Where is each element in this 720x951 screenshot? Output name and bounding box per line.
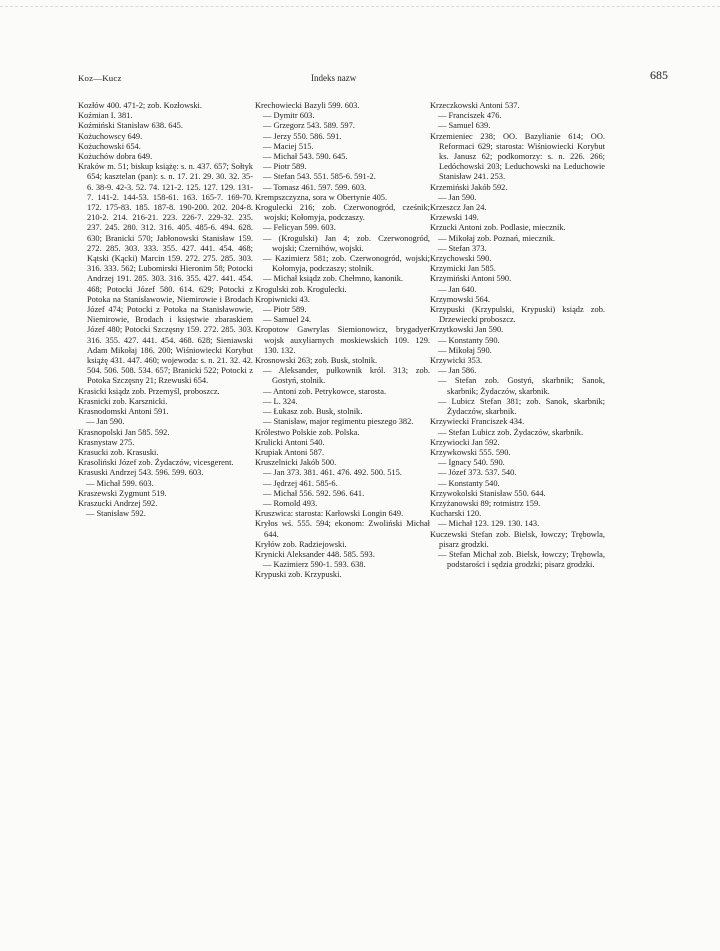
index-entry	[430, 132, 605, 183]
index-subentry	[255, 142, 430, 152]
index-entry-text: — Tomasz 461. 597. 599. 603.	[263, 182, 367, 192]
index-entry	[430, 417, 605, 427]
index-entry-text: Kozłów 400. 471-2; zob. Kozłowski.	[78, 101, 202, 110]
index-subentry	[430, 121, 605, 131]
index-entry-text: Kraków m. 51; biskup książę: s. n. 437. 657; Sołtyk 654; kasztelan (pan): s. n. 17. 21. 29. 30. 32. 35-6. 38-9. 42-3. 52. 74. 121-2. 125. 127. 129. 131-7. 141-2. 144-53. 158-61. 163. 165-7. 169-70. 172. 175-83. 185. 187-8. 190-200. 202. 204-8. 210-2. 214. 216-21. 223. 226-7. 229-32. 235. 237. 245. 280. 312. 316. 405. 485-6. 494. 628. 630; Branicki 570; Jabłonowski Stanisław 159. 272. 285. 303. 333. 355. 427. 441. 454. 468; Kątski (Kącki) Marcin 159. 272. 275. 285. 303. 316. 333. 562; Lubomirski Hieronim 58; Potocki Andrzej 191. 285. 303. 316. 355. 427. 441. 454. 468; Potocki Józef 580. 614. 629; Potocki z Potoka na Stanisławowie, Niemirowie i Brodach Józef 474; Potocki z Potoka na Stanisławowie, Niemirowie, Brodach i księstwie zbaraskiem Józef 480; Potocki Szczęsny 159. 272. 285. 303. 316. 355. 427. 441. 454. 468. 628; Sieniawski Adam Mikołaj 186. 200; Wiśniowiecki Korybut książę 431. 447. 460; wojewoda: s. n. 21. 32. 42. 504. 506. 508. 534. 657; Branicki 522; Potocki z Potoka Szczęsny 21; Rzewuski 654.	[78, 162, 253, 386]
index-entry-text: — Felicyan 599. 603.	[263, 223, 336, 233]
index-subentry	[430, 193, 605, 203]
index-subentry	[255, 274, 430, 284]
index-entry-text: — Franciszek 476.	[438, 111, 502, 121]
index-entry-text: Krempszczyzna, sora w Obertynie 405.	[255, 192, 388, 202]
index-entry	[255, 448, 430, 458]
index-entry-text: Kruszelnicki Jakób 500.	[255, 458, 337, 468]
index-entry-text: — Michał 123. 129. 130. 143.	[438, 519, 540, 529]
index-entry-text: Krasnicki zob. Karsznicki.	[78, 396, 168, 406]
index-subentry	[430, 397, 605, 417]
index-entry-text: — Kazimierz 581; zob. Czerwonogród, wojski; Kołomyja, podczaszy; stolnik.	[263, 254, 430, 274]
index-subentry	[255, 489, 430, 499]
index-entry-text: — Michał 599. 603.	[86, 478, 154, 488]
index-entry	[430, 295, 605, 305]
index-subentry	[78, 509, 253, 519]
index-subentry	[430, 550, 605, 570]
index-entry-text: — Michał 543. 590. 645.	[263, 152, 348, 162]
index-subentry	[430, 285, 605, 295]
index-entry	[78, 428, 253, 438]
index-entry-text: Kropiwnicki 43.	[255, 294, 310, 304]
index-entry	[78, 142, 253, 152]
index-entry-text: — Jan 590.	[438, 192, 477, 202]
index-entry-text: Kruszwica: starosta: Karłowski Longin 649.	[255, 509, 404, 519]
index-subentry	[255, 234, 430, 254]
index-subentry	[430, 336, 605, 346]
index-entry-text: Krzywokolski Stanisław 550. 644.	[430, 488, 546, 498]
index-entry-text: Kożuchowski 654.	[78, 141, 141, 151]
index-entry-text: — Łukasz zob. Busk, stolnik.	[263, 407, 363, 417]
index-entry-text: Krzywicki 353.	[430, 356, 483, 366]
index-entry-text: Krasnodomski Antoni 591.	[78, 407, 169, 417]
index-entry-text: — Jędrzej 461. 585-6.	[263, 478, 338, 488]
index-subentry	[255, 499, 430, 509]
index-subentry	[255, 397, 430, 407]
index-subentry	[430, 458, 605, 468]
index-entry-text: — Jerzy 550. 586. 591.	[263, 131, 342, 141]
index-subentry	[255, 479, 430, 489]
index-entry-text: — Stefan 373.	[438, 243, 487, 253]
index-entry-text: — Jan 590.	[86, 417, 125, 427]
index-subentry	[255, 172, 430, 182]
index-subentry	[430, 346, 605, 356]
index-entry-text: Krzeczkowski Antoni 537.	[430, 101, 520, 110]
index-entry-text: Krosnowski 263; zob. Busk, stolnik.	[255, 356, 378, 366]
index-entry	[430, 254, 605, 264]
index-entry	[78, 101, 253, 111]
index-entry-text: — Dymitr 603.	[263, 111, 315, 121]
index-subentry	[430, 234, 605, 244]
index-entry-text: Kryłos wś. 555. 594; ekonom: Zwoliński Michał 644.	[255, 519, 430, 539]
index-entry	[78, 132, 253, 142]
index-entry	[430, 530, 605, 550]
index-entry-text: — Aleksander, pułkownik król. 313; zob. Gostyń, stolnik.	[263, 366, 430, 386]
index-entry-text: Krzytkowski Jan 590.	[430, 325, 504, 335]
index-entry-text: — Michał 556. 592. 596. 641.	[263, 488, 365, 498]
index-subentry	[255, 366, 430, 386]
index-entry	[430, 183, 605, 193]
index-entry-text: — Piotr 589.	[263, 305, 307, 315]
index-entry-text: Krzewski 149.	[430, 213, 479, 223]
index-entry	[255, 203, 430, 223]
index-column-1	[78, 101, 253, 519]
index-subentry	[78, 417, 253, 427]
index-entry-text: Kuczewski Stefan zob. Bielsk, łowczy; Trębowla, pisarz grodzki.	[430, 529, 605, 549]
index-entry-text: Krasucki zob. Krasuski.	[78, 447, 159, 457]
index-entry	[255, 325, 430, 356]
index-entry-text: Krzemieniec 238; OO. Bazylianie 614; OO. Reformaci 629; starosta: Wiśniowiecki Korybut ks. Janusz 62; podkomorzy: s. n. 226. 266; Ledóchowski 203; Leduchowski na Leduchowie Stanisław 241. 253.	[430, 131, 605, 182]
index-subentry	[255, 111, 430, 121]
index-entry	[430, 213, 605, 223]
index-subentry	[255, 132, 430, 142]
index-subentry	[430, 244, 605, 254]
index-entry-text: — Ignacy 540. 590.	[438, 458, 505, 468]
index-entry-text: Kraszewski Zygmunt 519.	[78, 488, 167, 498]
index-entry-text: Kropotow Gawrylas Siemionowicz, brygadyer wojsk auxyliarnych moskiewskich 109. 129. 130. 132.	[255, 325, 430, 355]
index-entry-text: Krynicki Aleksander 448. 585. 593.	[255, 549, 375, 559]
index-entry	[255, 570, 430, 580]
index-entry-text: Krzymowski 564.	[430, 294, 491, 304]
index-entry-text: — Stefan Michał zob. Bielsk, łowczy; Trębowla, podstarości i sędzia grodzki; pisarz grodzki.	[438, 549, 605, 570]
running-head-title: Indeks nazw	[311, 73, 357, 83]
index-entry-text: Krogulski zob. Krogulecki.	[255, 284, 347, 294]
index-entry-text: Krzymiński Antoni 590.	[430, 274, 512, 284]
index-entry-text: Krasnystaw 275.	[78, 437, 135, 447]
index-subentry	[255, 121, 430, 131]
index-entry	[255, 438, 430, 448]
index-subentry	[255, 468, 430, 478]
index-entry	[78, 499, 253, 509]
index-entry	[78, 387, 253, 397]
index-entry	[255, 509, 430, 519]
index-subentry	[255, 152, 430, 162]
index-entry	[430, 203, 605, 213]
index-entry	[430, 448, 605, 458]
index-entry-text: Kryłów zob. Radziejowski.	[255, 539, 347, 549]
index-entry-text: Krzywiocki Jan 592.	[430, 437, 500, 447]
index-subentry	[255, 417, 430, 427]
index-entry-text: — Kazimierz 590-1. 593. 638.	[263, 560, 366, 570]
index-entry	[430, 305, 605, 325]
index-entry	[255, 193, 430, 203]
index-entry-text: Krechowiecki Bazyli 599. 603.	[255, 101, 360, 110]
index-entry	[78, 489, 253, 499]
index-entry	[430, 499, 605, 509]
index-subentry	[255, 315, 430, 325]
index-entry-text: — Stanisław, major regimentu pieszego 382.	[263, 417, 414, 427]
index-entry	[78, 448, 253, 458]
index-entry-text: — (Krogulski) Jan 4; zob. Czerwonogród, wojski; Czernihów, wojski.	[263, 233, 430, 253]
index-entry-text: — Mikołaj 590.	[438, 345, 492, 355]
index-entry	[430, 489, 605, 499]
index-entry	[430, 325, 605, 335]
index-entry-text: Krzucki Antoni zob. Podlasie, miecznik.	[430, 223, 566, 233]
index-entry	[255, 295, 430, 305]
index-entry-text: Krzychowski 590.	[430, 254, 492, 264]
index-entry	[255, 458, 430, 468]
index-entry	[430, 356, 605, 366]
index-subentry	[255, 223, 430, 233]
index-entry	[78, 438, 253, 448]
index-entry-text: Krasicki ksiądz zob. Przemyśl, proboszcz.	[78, 386, 220, 396]
index-subentry	[255, 387, 430, 397]
index-entry-text: — Jan 640.	[438, 284, 477, 294]
index-entry-text: Krasoliński Józef zob. Żydaczów, vicesgerent.	[78, 458, 234, 468]
index-entry	[255, 540, 430, 550]
index-entry-text: Krzyżanowski 89; rotmistrz 159.	[430, 498, 541, 508]
index-entry	[78, 397, 253, 407]
index-subentry	[255, 162, 430, 172]
index-entry-text: Krasuski Andrzej 543. 596. 599. 603.	[78, 468, 204, 478]
index-subentry	[78, 479, 253, 489]
index-entry-text: Krupiak Antoni 587.	[255, 447, 325, 457]
index-entry-text: — Piotr 589.	[263, 162, 307, 172]
index-entry	[78, 468, 253, 478]
index-entry	[255, 101, 430, 111]
index-entry	[430, 438, 605, 448]
index-subentry	[430, 376, 605, 396]
index-entry-text: Kożuchowscy 649.	[78, 131, 143, 141]
index-entry	[78, 111, 253, 121]
index-entry-text: — Konstanty 540.	[438, 478, 500, 488]
index-entry	[430, 223, 605, 233]
index-subentry	[255, 183, 430, 193]
index-entry	[78, 152, 253, 162]
index-entry-text: Krasnopolski Jan 585. 592.	[78, 427, 170, 437]
index-subentry	[430, 468, 605, 478]
index-entry-text: — Samuel 24.	[263, 315, 312, 325]
index-subentry	[430, 479, 605, 489]
index-entry-text: — Michał ksiądz zob. Chełmno, kanonik.	[263, 274, 404, 284]
index-entry-text: Koźmiński Stanisław 638. 645.	[78, 121, 183, 131]
index-entry-text: — L. 324.	[263, 396, 298, 406]
index-entry	[255, 428, 430, 438]
index-entry-text: — Maciej 515.	[263, 141, 314, 151]
index-entry	[430, 274, 605, 284]
index-subentry	[430, 428, 605, 438]
index-entry-text: Koźmian I. 381.	[78, 111, 133, 121]
index-subentry	[255, 254, 430, 274]
index-subentry	[430, 366, 605, 376]
index-entry	[78, 407, 253, 417]
index-entry-text: Krulicki Antoni 540.	[255, 437, 325, 447]
page-header	[78, 70, 668, 84]
index-entry-text: — Samuel 639.	[438, 121, 491, 131]
index-subentry	[430, 519, 605, 529]
index-entry-text: Krzywiecki Franciszek 434.	[430, 417, 525, 427]
index-entry-text: Krzymicki Jan 585.	[430, 264, 496, 274]
index-entry-text: — Antoni zob. Petrykowce, starosta.	[263, 386, 387, 396]
index-entry-text: — Stanisław 592.	[86, 509, 146, 519]
index-subentry	[255, 305, 430, 315]
index-entry-text: Kraszucki Andrzej 592.	[78, 498, 158, 508]
index-entry-text: Krzeszcz Jan 24.	[430, 203, 487, 213]
index-entry-text: — Jan 586.	[438, 366, 477, 376]
index-entry-text: — Jan 373. 381. 461. 476. 492. 500. 515.	[263, 468, 402, 478]
index-entry	[255, 285, 430, 295]
index-entry-text: — Stefan Lubicz zob. Żydaczów, skarbnik.	[438, 427, 584, 437]
index-entry-text: — Stefan zob. Gostyń, skarbnik; Sanok, skarbnik; Żydaczów, skarbnik.	[438, 376, 605, 396]
index-entry-text: Krypuski zob. Krzypuski.	[255, 570, 342, 580]
scan-top-border	[0, 6, 720, 7]
index-subentry	[255, 560, 430, 570]
index-subentry	[255, 407, 430, 417]
index-subentry	[430, 111, 605, 121]
index-entry	[78, 162, 253, 386]
index-column-3	[430, 101, 605, 570]
index-entry-text: Kucharski 120.	[430, 509, 482, 519]
index-entry-text: — Mikołaj zob. Poznań, miecznik.	[438, 233, 555, 243]
index-entry-text: Królestwo Polskie zob. Polska.	[255, 427, 360, 437]
index-entry-text: — Konstanty 590.	[438, 335, 500, 345]
index-column-2	[255, 101, 430, 581]
index-entry-text: Krogulecki 216; zob. Czerwonogród, cześnik; wojski; Kołomyja, podczaszy.	[255, 203, 430, 223]
index-entry-text: — Grzegorz 543. 589. 597.	[263, 121, 355, 131]
running-head-range: Koz—Kucz	[78, 73, 122, 83]
page-number: 685	[650, 68, 668, 82]
index-entry	[430, 101, 605, 111]
index-entry	[255, 519, 430, 539]
index-entry-text: — Stefan 543. 551. 585-6. 591-2.	[263, 172, 376, 182]
index-entry	[255, 356, 430, 366]
index-entry-text: — Józef 373. 537. 540.	[438, 468, 517, 478]
index-entry	[78, 121, 253, 131]
index-entry-text: Krzywkowski 555. 590.	[430, 447, 511, 457]
index-entry-text: — Romold 493.	[263, 498, 318, 508]
index-entry	[430, 509, 605, 519]
index-entry	[255, 550, 430, 560]
index-entry	[430, 264, 605, 274]
index-entry-text: Kożuchów dobra 649.	[78, 152, 153, 162]
index-entry-text: Krzemiński Jakób 592.	[430, 182, 508, 192]
index-entry-text: — Lubicz Stefan 381; zob. Sanok, skarbnik; Żydaczów, skarbnik.	[438, 396, 605, 417]
index-entry	[78, 458, 253, 468]
index-entry-text: Krzypuski (Krzypulski, Krypuski) ksiądz zob. Drzewiecki proboszcz.	[430, 305, 605, 325]
